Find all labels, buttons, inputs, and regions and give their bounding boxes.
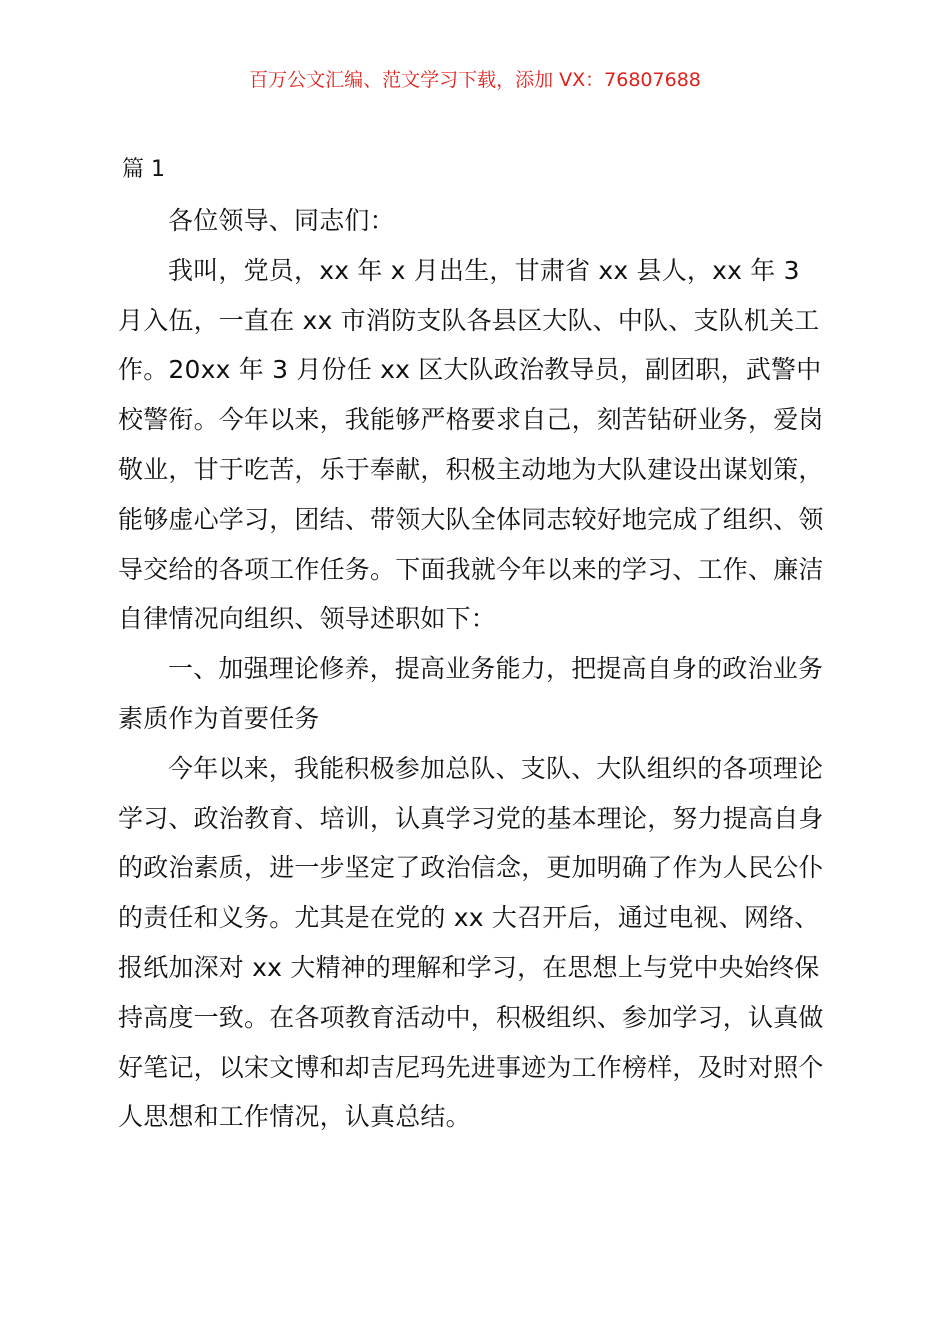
- section-label: 篇 1: [122, 157, 165, 182]
- document-body: [118, 196, 830, 1142]
- paragraph-heading-one: 一、加强理论修养，提高业务能力，把提高自身的政治业务素质作为首要任务: [118, 654, 824, 733]
- paragraph-introduction: 我叫，党员，xx 年 x 月出生，甘肃省 xx 县人，xx 年 3 月入伍，一直在 xx 市消防支队各县区大队、中队、支队机关工作。20xx 年 3 月份任 xx 区大队政治教导员，副团职，武警中校警衔。今年以来，我能够严格要求自己，刻苦钻研业务，爱岗敬业，甘于吃苦，乐于奉献，积极主动地为大队建设出谋划策，能够虚心学习，团结、带领大队全体同志较好地完成了组织、领导交给的各项工作任务。下面我就今年以来的学习、工作、廉洁自律情况向组织、领导述职如下：: [118, 255, 824, 634]
- greeting-line: 各位领导、同志们：: [168, 206, 395, 235]
- paragraph-study: 今年以来，我能积极参加总队、支队、大队组织的各项理论学习、政治教育、培训，认真学习党的基本理论，努力提高自身的政治素质，进一步坚定了政治信念，更加明确了作为人民公仆的责任和义务。尤其是在党的 xx 大召开后，通过电视、网络、报纸加深对 xx 大精神的理解和学习，在思想上与党中央始终保持高度一致。在各项教育活动中，积极组织、参加学习，认真做好笔记，以宋文博和却吉尼玛先进事迹为工作榜样，及时对照个人思想和工作情况，认真总结。: [118, 753, 824, 1132]
- header-watermark-note: 百万公文汇编、范文学习下载，添加 VX：76807688: [249, 69, 701, 91]
